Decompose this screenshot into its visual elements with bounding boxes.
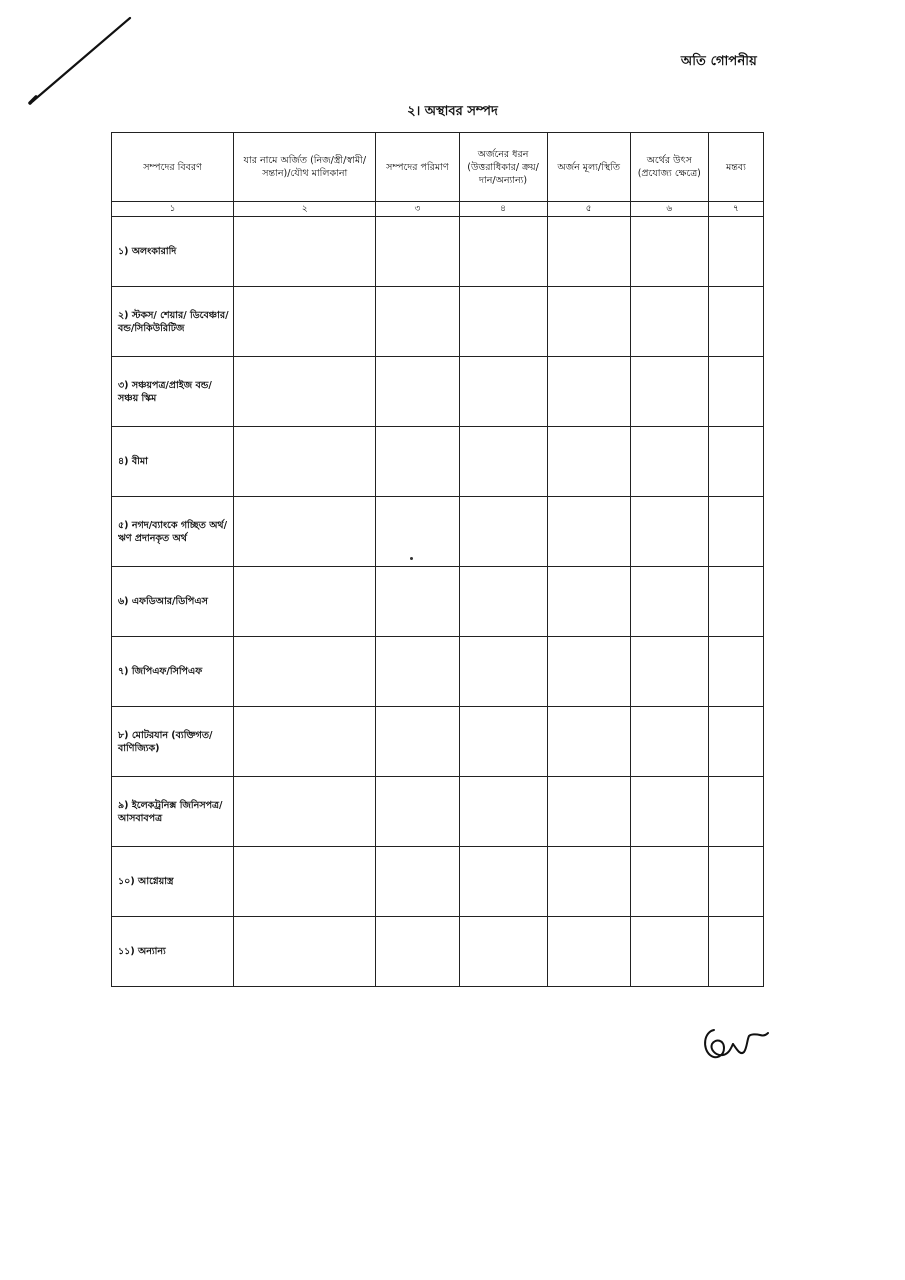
asset-label: ৬) এফডিআর/ডিপিএস xyxy=(112,567,234,637)
handwritten-page-number xyxy=(700,1018,780,1068)
blank-cell xyxy=(547,777,630,847)
blank-cell xyxy=(234,357,376,427)
blank-cell xyxy=(708,357,763,427)
scan-speck xyxy=(410,557,413,560)
blank-cell xyxy=(708,847,763,917)
section-title: ২। অস্থাবর সম্পদ xyxy=(407,104,498,119)
table-header-row xyxy=(112,133,764,202)
asset-label: ৭) জিপিএফ/সিপিএফ xyxy=(112,637,234,707)
blank-cell xyxy=(708,287,763,357)
blank-cell xyxy=(547,707,630,777)
blank-cell xyxy=(234,217,376,287)
column-number: ৩ xyxy=(376,202,459,217)
blank-cell xyxy=(376,847,459,917)
blank-cell xyxy=(630,287,708,357)
blank-cell xyxy=(376,707,459,777)
asset-label: ১) অলংকারাদি xyxy=(112,217,234,287)
blank-cell xyxy=(234,917,376,987)
column-header: অর্থের উৎস (প্রযোজ্য ক্ষেত্রে) xyxy=(630,133,708,202)
blank-cell xyxy=(708,427,763,497)
column-number: ৪ xyxy=(459,202,547,217)
blank-cell xyxy=(708,777,763,847)
blank-cell xyxy=(459,357,547,427)
blank-cell xyxy=(708,497,763,567)
blank-cell xyxy=(459,497,547,567)
column-number: ৫ xyxy=(547,202,630,217)
table-row xyxy=(112,567,764,637)
column-header: অর্জন মূল্য/স্থিতি xyxy=(547,133,630,202)
table-row xyxy=(112,847,764,917)
blank-cell xyxy=(630,707,708,777)
column-header: মন্তব্য xyxy=(708,133,763,202)
blank-cell xyxy=(547,427,630,497)
blank-cell xyxy=(376,497,459,567)
asset-label: ৪) বীমা xyxy=(112,427,234,497)
blank-cell xyxy=(630,637,708,707)
blank-cell xyxy=(459,637,547,707)
blank-cell xyxy=(459,287,547,357)
blank-cell xyxy=(630,427,708,497)
asset-label: ৫) নগদ/ব্যাংকে গচ্ছিত অর্থ/ ঋণ প্রদানকৃত অর্থ xyxy=(112,497,234,567)
blank-cell xyxy=(630,567,708,637)
asset-label: ১১) অন্যান্য xyxy=(112,917,234,987)
blank-cell xyxy=(376,217,459,287)
blank-cell xyxy=(376,357,459,427)
blank-cell xyxy=(708,917,763,987)
column-number: ২ xyxy=(234,202,376,217)
column-header: সম্পদের পরিমাণ xyxy=(376,133,459,202)
blank-cell xyxy=(376,917,459,987)
blank-cell xyxy=(547,847,630,917)
table-row xyxy=(112,357,764,427)
movable-assets-table xyxy=(111,132,764,987)
column-number: ১ xyxy=(112,202,234,217)
classification-label: অতি গোপনীয় xyxy=(680,54,757,69)
blank-cell xyxy=(630,497,708,567)
blank-cell xyxy=(234,847,376,917)
blank-cell xyxy=(630,357,708,427)
blank-cell xyxy=(376,777,459,847)
blank-cell xyxy=(234,777,376,847)
blank-cell xyxy=(708,217,763,287)
table-row xyxy=(112,777,764,847)
column-header: সম্পদের বিবরণ xyxy=(112,133,234,202)
blank-cell xyxy=(459,847,547,917)
asset-label: ৯) ইলেকট্রনিক্স জিনিসপত্র/আসবাবপত্র xyxy=(112,777,234,847)
blank-cell xyxy=(234,707,376,777)
asset-label: ৩) সঞ্চয়পত্র/প্রাইজ বন্ড/ সঞ্চয় স্কিম xyxy=(112,357,234,427)
asset-label: ২) স্টকস/ শেয়ার/ ডিবেঞ্চার/বন্ড/সিকিউরিটিজ xyxy=(112,287,234,357)
table-row xyxy=(112,287,764,357)
blank-cell xyxy=(234,637,376,707)
table-row xyxy=(112,497,764,567)
blank-cell xyxy=(376,287,459,357)
column-number: ৭ xyxy=(708,202,763,217)
column-number-row xyxy=(112,202,764,217)
blank-cell xyxy=(547,357,630,427)
asset-label: ৮) মোটরযান (ব্যক্তিগত/বাণিজ্যিক) xyxy=(112,707,234,777)
blank-cell xyxy=(547,567,630,637)
column-header: যার নামে অর্জিত (নিজ/স্ত্রী/স্বামী/সন্তান)/যৌথ মালিকানা xyxy=(234,133,376,202)
table-row xyxy=(112,427,764,497)
blank-cell xyxy=(630,917,708,987)
blank-cell xyxy=(630,777,708,847)
blank-cell xyxy=(630,217,708,287)
blank-cell xyxy=(459,707,547,777)
blank-cell xyxy=(459,917,547,987)
column-header: অর্জনের ধরন (উত্তরাধিকার/ ক্রয়/দান/অন্যান্য) xyxy=(459,133,547,202)
blank-cell xyxy=(547,917,630,987)
blank-cell xyxy=(547,287,630,357)
blank-cell xyxy=(459,427,547,497)
table-row xyxy=(112,217,764,287)
blank-cell xyxy=(376,427,459,497)
table-row xyxy=(112,637,764,707)
blank-cell xyxy=(459,567,547,637)
blank-cell xyxy=(459,777,547,847)
blank-cell xyxy=(234,427,376,497)
blank-cell xyxy=(630,847,708,917)
blank-cell xyxy=(708,567,763,637)
blank-cell xyxy=(234,567,376,637)
blank-cell xyxy=(459,217,547,287)
blank-cell xyxy=(547,217,630,287)
blank-cell xyxy=(376,637,459,707)
scan-slash-mark xyxy=(0,0,140,110)
asset-label: ১০) আগ্নেয়াস্ত্র xyxy=(112,847,234,917)
table-row xyxy=(112,917,764,987)
blank-cell xyxy=(708,637,763,707)
blank-cell xyxy=(376,567,459,637)
blank-cell xyxy=(547,497,630,567)
blank-cell xyxy=(708,707,763,777)
blank-cell xyxy=(547,637,630,707)
table-row xyxy=(112,707,764,777)
blank-cell xyxy=(234,497,376,567)
column-number: ৬ xyxy=(630,202,708,217)
blank-cell xyxy=(234,287,376,357)
